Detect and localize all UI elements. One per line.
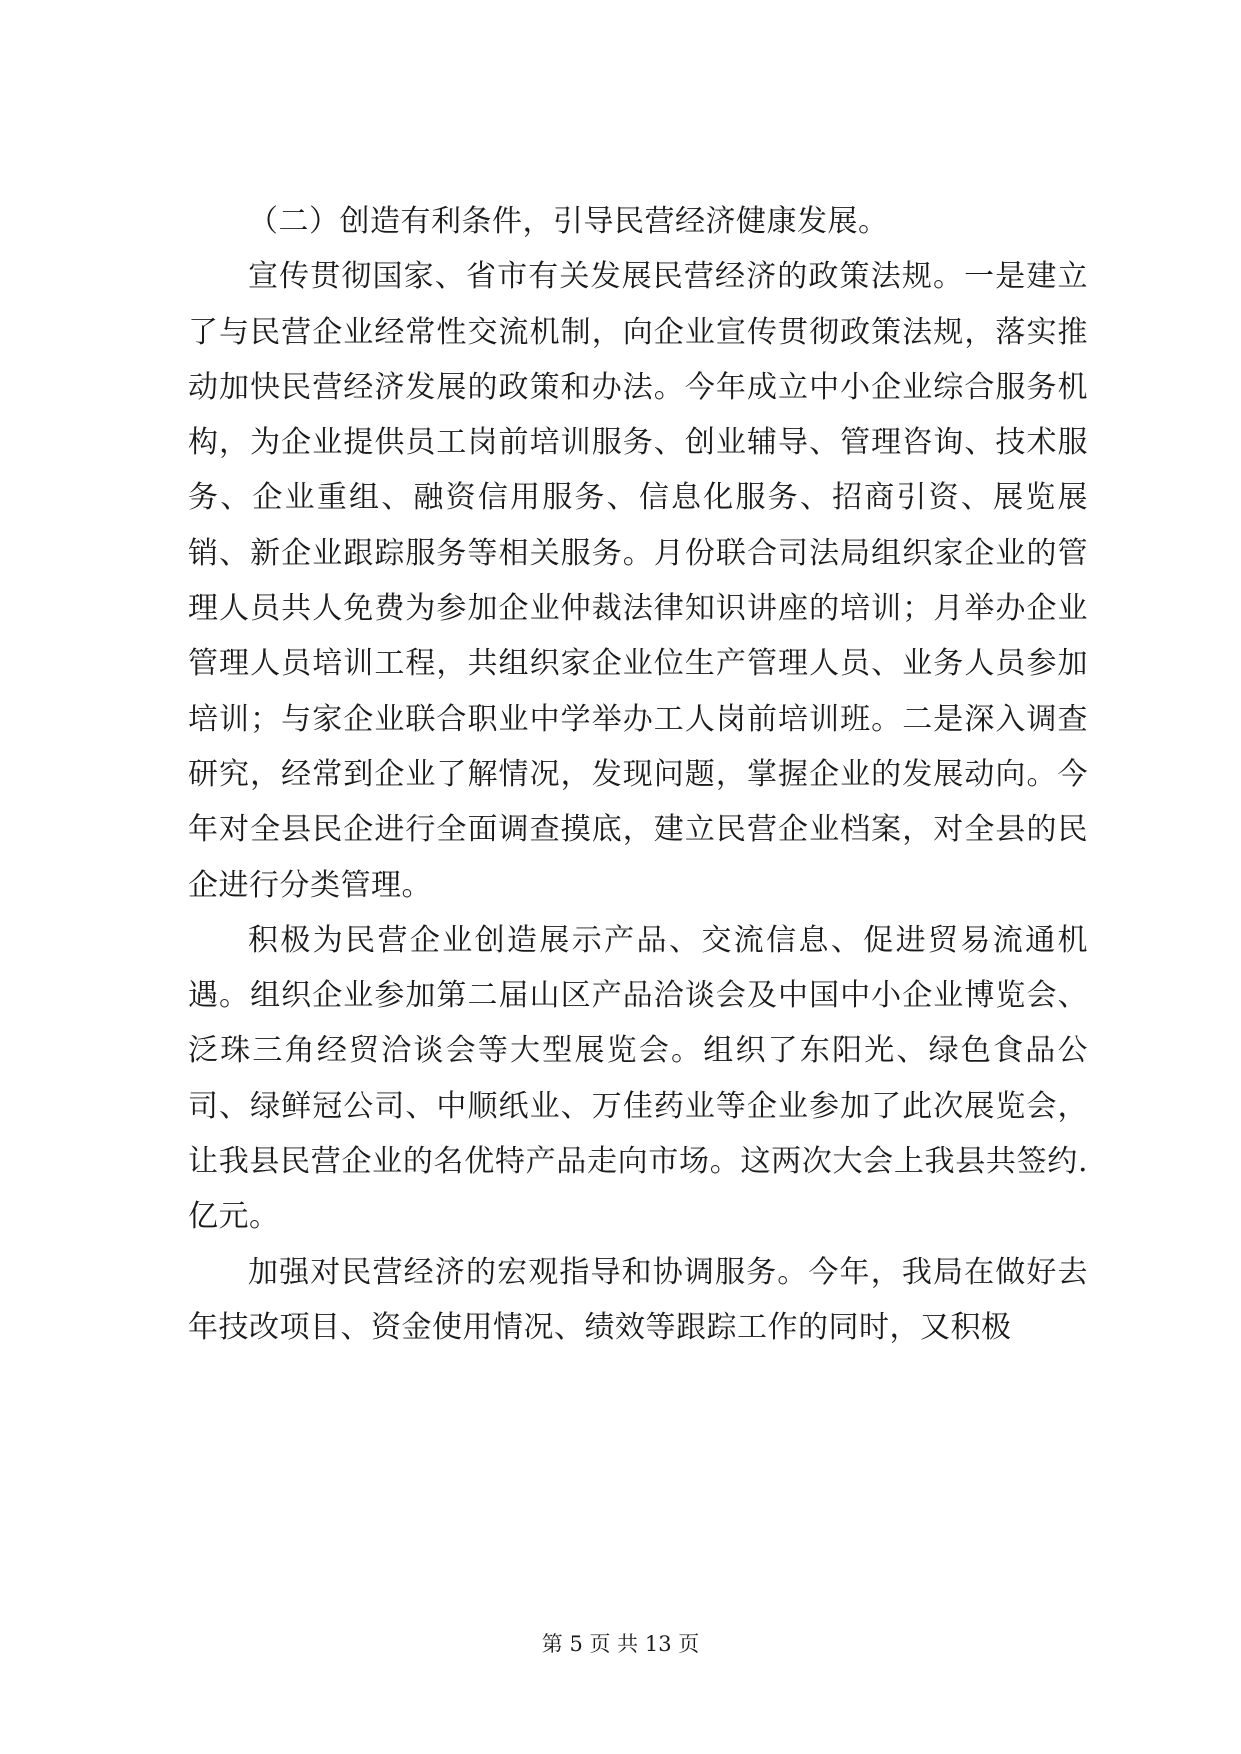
page-number: 第 5 页 共 13 页	[541, 1632, 700, 1656]
paragraph-exhibition: 积极为民营企业创造展示产品、交流信息、促进贸易流通机遇。组织企业参加第二届山区产品洽谈会及中国中小企业博览会、泛珠三角经贸洽谈会等大型展览会。组织了东阳光、绿色食品公司、绿鲜冠公司、中顺纸业、万佳药业等企业参加了此次展览会，让我县民营企业的名优特产品走向市场。这两次大会上我县共签约.亿元。	[188, 922, 1088, 1235]
paragraph-policy: 宣传贯彻国家、省市有关发展民营经济的政策法规。一是建立了与民营企业经常性交流机制，向企业宣传贯彻政策法规，落实推动加快民营经济发展的政策和办法。今年成立中小企业综合服务机构，为企业提供员工岗前培训服务、创业辅导、管理咨询、技术服务、企业重组、融资信用服务、信息化服务、招商引资、展览展销、新企业跟踪服务等相关服务。月份联合司法局组织家企业的管理人员共人免费为参加企业仲裁法律知识讲座的培训；月举办企业管理人员培训工程，共组织家企业位生产管理人员、业务人员参加培训；与家企业联合职业中学举办工人岗前培训班。二是深入调查研究，经常到企业了解情况，发现问题，掌握企业的发展动向。今年对全县民企进行全面调查摸底，建立民营企业档案，对全县的民企进行分类管理。	[188, 259, 1088, 903]
page-footer	[0, 1630, 1241, 1658]
document-body	[188, 194, 1088, 1355]
section-heading: （二）创造有利条件，引导民营经济健康发展。	[248, 204, 889, 239]
paragraph-guidance: 加强对民营经济的宏观指导和协调服务。今年，我局在做好去年技改项目、资金使用情况、绩效等跟踪工作的同时，又积极	[188, 1254, 1088, 1345]
